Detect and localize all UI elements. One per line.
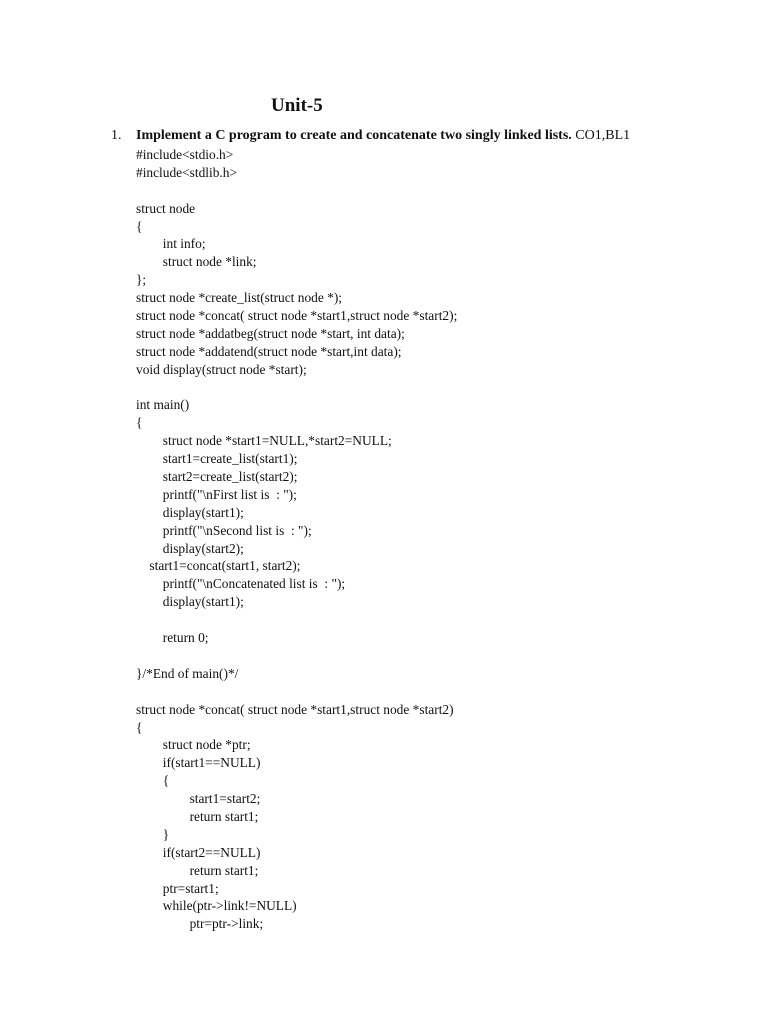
code-line: if(start1==NULL) — [136, 755, 261, 771]
code-line: int info; — [136, 236, 206, 252]
code-line: ptr=ptr->link; — [136, 916, 264, 932]
code-line: return start1; — [136, 808, 259, 824]
code-line: { — [136, 773, 170, 789]
code-line: struct node *ptr; — [136, 737, 251, 753]
code-line: start1=start2; — [136, 791, 261, 807]
code-line: return start1; — [136, 862, 259, 878]
question-number: 1. — [111, 128, 122, 143]
code-line: struct node *link; — [136, 254, 257, 270]
code-line: display(start1); — [136, 594, 244, 610]
code-line: start1=create_list(start1); — [136, 451, 298, 467]
code-line: }/*End of main()*/ — [136, 665, 239, 681]
code-line: printf("\nFirst list is : "); — [136, 486, 297, 502]
code-block — [136, 146, 457, 933]
question-tags: CO1,BL1 — [571, 128, 631, 143]
code-line: display(start2); — [136, 540, 244, 556]
code-line: { — [136, 218, 143, 234]
code-line: display(start1); — [136, 504, 244, 520]
code-line: if(start2==NULL) — [136, 844, 261, 860]
code-line: ptr=start1; — [136, 880, 219, 896]
code-line: printf("\nConcatenated list is : "); — [136, 576, 346, 592]
code-line: while(ptr->link!=NULL) — [136, 898, 297, 914]
page-title: Unit-5 — [271, 95, 323, 116]
code-line: struct node *create_list(struct node *); — [136, 290, 342, 306]
question-text — [136, 127, 630, 145]
code-line: #include<stdlib.h> — [136, 164, 238, 180]
code-line: struct node *addatbeg(struct node *start, int data); — [136, 325, 405, 341]
code-line: struct node *start1=NULL,*start2=NULL; — [136, 433, 392, 449]
code-line — [136, 683, 457, 701]
code-line — [136, 647, 457, 665]
code-line — [136, 379, 457, 397]
code-line — [136, 611, 457, 629]
code-line: struct node *addatend(struct node *start,int data); — [136, 343, 402, 359]
code-line: { — [136, 719, 143, 735]
code-line: }; — [136, 272, 147, 288]
code-line: int main() — [136, 397, 190, 413]
code-line — [136, 182, 457, 200]
code-line: struct node *concat( struct node *start1,struct node *start2); — [136, 308, 458, 324]
code-line: #include<stdio.h> — [136, 147, 234, 162]
code-line: start2=create_list(start2); — [136, 469, 298, 485]
code-line: printf("\nSecond list is : "); — [136, 522, 312, 538]
code-line: } — [136, 826, 170, 842]
code-line: return 0; — [136, 630, 209, 646]
code-line: struct node *concat( struct node *start1,struct node *start2) — [136, 701, 454, 717]
code-line: start1=concat(start1, start2); — [136, 558, 301, 574]
code-line: struct node — [136, 200, 196, 216]
code-line: void display(struct node *start); — [136, 361, 307, 377]
code-line: { — [136, 415, 143, 431]
question-statement: Implement a C program to create and concatenate two singly linked lists. — [136, 128, 572, 143]
